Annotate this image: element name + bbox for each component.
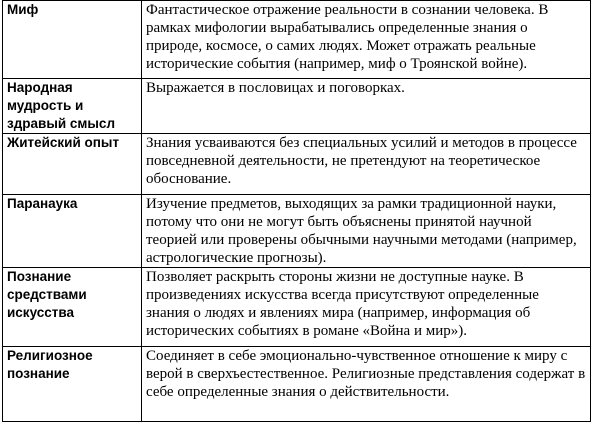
term-cell: Паранаука: [3, 195, 142, 268]
knowledge-forms-table: [2, 0, 591, 422]
term-cell: Познание средствами искусства: [3, 268, 142, 347]
description-cell: Позволяет раскрыть стороны жизни не доступные науке. В произведениях искусства всегда присутствуют определенные знания о людях и явлениях мира (например, информация об исторических событиях в романе «Война и мир»).: [142, 268, 591, 347]
table-row: [3, 268, 591, 347]
description-cell: Выражается в пословицах и поговорках.: [142, 79, 591, 134]
term-cell: Народная мудрость и здравый смысл: [3, 79, 142, 134]
term-cell: Житейский опыт: [3, 134, 142, 195]
description-cell: Знания усваиваются без специальных усилий и методов в процессе повседневной деятельности, не претендуют на теоретическое обоснование.: [142, 134, 591, 195]
term-cell: Миф: [3, 1, 142, 79]
table-row: [3, 134, 591, 195]
description-cell: Изучение предметов, выходящих за рамки традиционной науки, потому что они не могут быть объяснены принятой научной теорией или проверены обычными научными методами (например, астрологические прогнозы).: [142, 195, 591, 268]
description-cell: Фантастическое отражение реальности в сознании человека. В рамках мифологии вырабатывались определенные знания о природе, космосе, о самих людях. Может отражать реальные исторические события (например, миф о Троянской войне).: [142, 1, 591, 79]
table-row: [3, 195, 591, 268]
description-cell: Соединяет в себе эмоционально-чувственное отношение к миру с верой в сверхъестественное. Религиозные представления содержат в себе определенные знания о действительности.: [142, 347, 591, 422]
table-row: [3, 347, 591, 422]
table-row: [3, 1, 591, 79]
term-cell: Религиозное познание: [3, 347, 142, 422]
table-row: [3, 79, 591, 134]
